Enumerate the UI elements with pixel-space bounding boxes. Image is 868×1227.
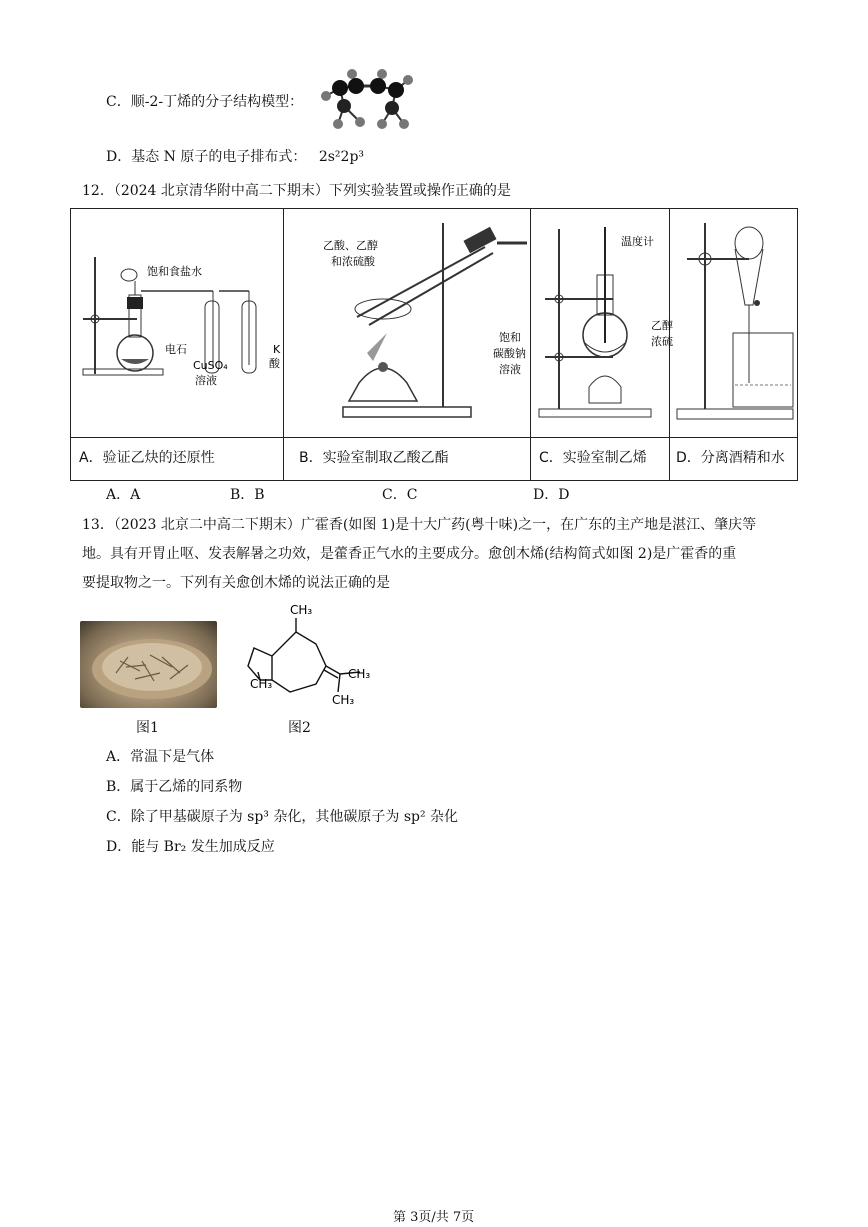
diagram-c-ethylene xyxy=(533,213,673,433)
electron-configuration: 2s²2p³ xyxy=(318,149,365,165)
label-saturated: 饱和 xyxy=(499,331,521,344)
q12-stem: 12．（2024 北京清华附中高二下期末）下列实验装置或操作正确的是 xyxy=(82,183,511,199)
q11-option-d-text: D．基态 N 原子的电子排布式： xyxy=(106,149,307,165)
figure1-caption: 图1 xyxy=(136,720,159,736)
cis-2-butene-model xyxy=(316,66,416,134)
q13-stem-line1: 13．（2023 北京二中高二下期末）广霍香(如图 1)是十大广药(粤十味)之一，在广东的主产地是湛江、肇庆等 xyxy=(82,517,757,533)
patchouli-photo xyxy=(80,621,217,708)
q11-option-d xyxy=(106,146,364,166)
methyl-right-1: CH₃ xyxy=(348,667,371,681)
caption-c: C．实验室制乙烯 xyxy=(539,450,647,466)
methyl-left: CH₃ xyxy=(250,677,273,691)
label-conc-sulfuric-c: 浓硫 xyxy=(651,335,673,348)
q13-option-b: B．属于乙烯的同系物 xyxy=(106,779,243,795)
figure2-caption: 图2 xyxy=(288,720,311,736)
caption-b: B．实验室制取乙酸乙酯 xyxy=(299,450,449,466)
q12-apparatus-table xyxy=(70,208,798,481)
q13-option-c: C．除了甲基碳原子为 sp³ 杂化，其他碳原子为 sp² 杂化 xyxy=(106,809,459,825)
page-footer: 第 3页/共 7页 xyxy=(393,1210,475,1225)
q13-stem-line2: 地。具有开胃止呕、发表解暑之功效，是藿香正气水的主要成分。愈创木烯(结构简式如图 2)是广霍香的重 xyxy=(82,546,737,562)
label-ethanol: 乙醇 xyxy=(651,319,673,332)
caption-d: D．分离酒精和水 xyxy=(676,450,785,466)
label-k: K xyxy=(273,343,281,356)
methyl-top: CH₃ xyxy=(290,603,313,617)
diagram-b-ethyl-acetate xyxy=(287,213,529,433)
label-acid-alcohol: 乙酸、乙醇 xyxy=(323,239,378,252)
label-cuso4: CuSO₄ xyxy=(193,359,228,372)
label-sodium-carbonate: 碳酸钠 xyxy=(493,347,526,360)
q12-choice-d: D．D xyxy=(533,487,570,503)
q12-choice-a: A．A xyxy=(106,487,141,503)
label-solution-a: 溶液 xyxy=(195,374,217,387)
label-acid-a: 酸 xyxy=(269,357,280,370)
q12-choice-c: C．C xyxy=(382,487,418,503)
caption-a: A．验证乙炔的还原性 xyxy=(79,450,215,466)
diagram-d-separating-funnel xyxy=(673,213,797,433)
q13-option-d: D．能与 Br₂ 发生加成反应 xyxy=(106,839,275,855)
label-conc-sulfuric: 和浓硫酸 xyxy=(331,255,375,268)
q13-option-a: A．常温下是气体 xyxy=(106,749,215,765)
q12-choice-b: B．B xyxy=(230,487,265,503)
guaiene-structure xyxy=(238,596,378,708)
label-solution-b: 溶液 xyxy=(499,363,521,376)
label-thermometer: 温度计 xyxy=(621,235,654,248)
diagram-a-acetylene xyxy=(77,239,283,389)
label-calcium-carbide: 电石 xyxy=(165,343,187,356)
q13-stem-line3: 要提取物之一。下列有关愈创木烯的说法正确的是 xyxy=(82,575,390,591)
methyl-right-2: CH₃ xyxy=(332,693,355,707)
label-saturated-brine: 饱和食盐水 xyxy=(147,265,202,278)
q11-option-c: C．顺-2-丁烯的分子结构模型： xyxy=(106,94,304,110)
